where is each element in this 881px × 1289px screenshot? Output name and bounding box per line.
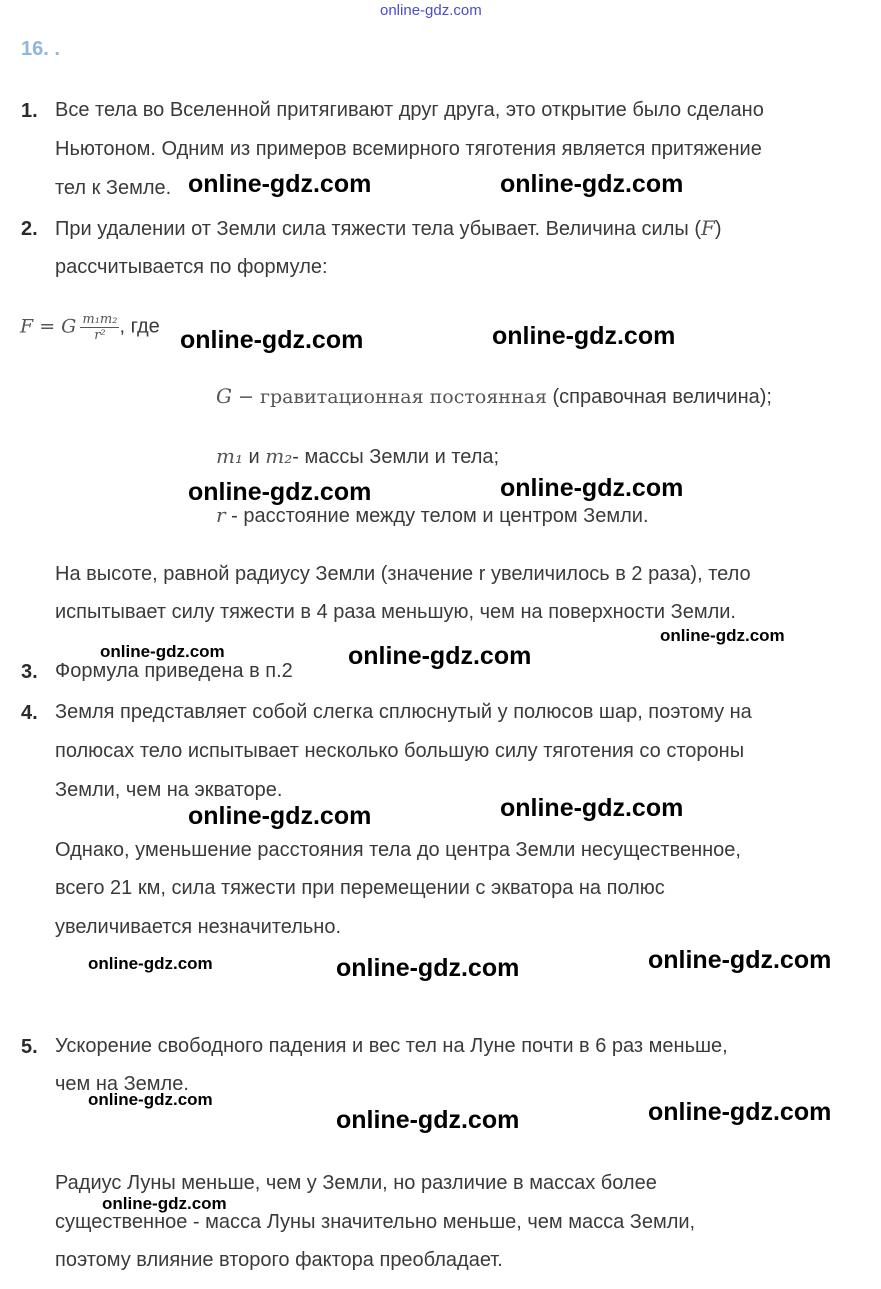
- watermark: online-gdz.com: [500, 474, 684, 502]
- item-1-line-1: Все тела во Вселенной притягивают друг друга, это открытие было сделано: [55, 99, 764, 121]
- g-definition-text: (справочная величина);: [546, 386, 772, 408]
- watermark: online-gdz.com: [188, 802, 372, 830]
- watermark: online-gdz.com: [188, 478, 372, 506]
- item-4-line-1: Земля представляет собой слегка сплюснутый у полюсов шар, поэтому на: [55, 701, 752, 723]
- definition-r: [216, 505, 649, 526]
- item-5-para-2-line-2: существенное - масса Луны значительно меньше, чем масса Земли,: [55, 1211, 696, 1233]
- m1-variable: m₁: [216, 444, 243, 468]
- and-word: и: [242, 446, 266, 468]
- item-number-5: 5.: [21, 1036, 38, 1058]
- item-2-line-2: рассчитывается по формуле:: [55, 256, 328, 278]
- formula-numerator: m₁m₂: [82, 312, 118, 327]
- formula-fraction: [80, 312, 119, 343]
- watermark: online-gdz.com: [660, 626, 785, 645]
- item-4-para-2-line-2: всего 21 км, сила тяжести при перемещении с экватора на полюс: [55, 877, 665, 899]
- watermark: online-gdz.com: [648, 946, 832, 974]
- watermark: online-gdz.com: [88, 954, 213, 973]
- watermark: online-gdz.com: [102, 1194, 227, 1213]
- force-variable: F: [700, 216, 715, 240]
- item-1-line-3: тел к Земле.: [55, 177, 172, 199]
- formula-lhs: F = G: [20, 315, 77, 338]
- item-number-4: 4.: [21, 702, 38, 724]
- item-5-line-2: чем на Земле.: [55, 1073, 189, 1095]
- item-2-line-1: [55, 218, 722, 239]
- item-5-line-1: Ускорение свободного падения и вес тел на Луне почти в 6 раз меньше,: [55, 1035, 728, 1057]
- item-5-para-2-line-1: Радиус Луны меньше, чем у Земли, но различие в массах более: [55, 1172, 657, 1194]
- watermark: online-gdz.com: [180, 326, 364, 354]
- item-4-line-2: полюсах тело испытывает несколько большую силу тяготения со стороны: [55, 740, 745, 762]
- watermark: online-gdz.com: [492, 322, 676, 350]
- item-number-1: 1.: [21, 100, 38, 122]
- watermark: online-gdz.com: [188, 170, 372, 198]
- height-paragraph-line-2: испытывает силу тяжести в 4 раза меньшую, чем на поверхности Земли.: [55, 601, 736, 623]
- g-variable: G: [216, 384, 232, 408]
- r-definition-text: - расстояние между телом и центром Земли.: [225, 505, 649, 527]
- watermark: online-gdz.com: [100, 642, 225, 661]
- item-2-paren-close: ): [714, 218, 722, 240]
- formula-suffix: , где: [119, 315, 160, 338]
- item-4-para-2-line-1: Однако, уменьшение расстояния тела до центра Земли несущественное,: [55, 839, 741, 861]
- task-number: 16. .: [21, 38, 60, 60]
- item-number-3: 3.: [21, 661, 38, 683]
- item-4-para-2-line-3: увеличивается незначительно.: [55, 916, 342, 938]
- item-2-text: При удалении от Земли сила тяжести тела убывает. Величина силы (: [55, 218, 701, 240]
- watermark: online-gdz.com: [500, 794, 684, 822]
- item-4-line-3: Земли, чем на экваторе.: [55, 779, 283, 801]
- gravity-formula: [20, 312, 160, 343]
- masses-definition-text: - массы Земли и тела;: [292, 446, 500, 468]
- formula-denominator: r²: [94, 328, 106, 343]
- item-5-para-2-line-3: поэтому влияние второго фактора преобладает.: [55, 1249, 503, 1271]
- r-variable: r: [216, 503, 226, 527]
- item-number-2: 2.: [21, 218, 38, 240]
- watermark: online-gdz.com: [336, 954, 520, 982]
- height-paragraph-line-1: На высоте, равной радиусу Земли (значение r увеличилось в 2 раза), тело: [55, 563, 751, 585]
- watermark: online-gdz.com: [88, 1090, 213, 1109]
- g-definition-serif: − гравитационная постоянная: [231, 386, 547, 408]
- m2-variable: m₂: [265, 444, 293, 468]
- watermark: online-gdz.com: [648, 1098, 832, 1126]
- watermark: online-gdz.com: [500, 170, 684, 198]
- definition-g: [216, 386, 772, 407]
- watermark: online-gdz.com: [348, 642, 532, 670]
- watermark-header: online-gdz.com: [380, 2, 482, 19]
- watermark: online-gdz.com: [336, 1106, 520, 1134]
- definition-masses: [216, 446, 499, 467]
- item-1-line-2: Ньютоном. Одним из примеров всемирного тяготения является притяжение: [55, 138, 762, 160]
- item-3-text: Формула приведена в п.2: [55, 660, 293, 682]
